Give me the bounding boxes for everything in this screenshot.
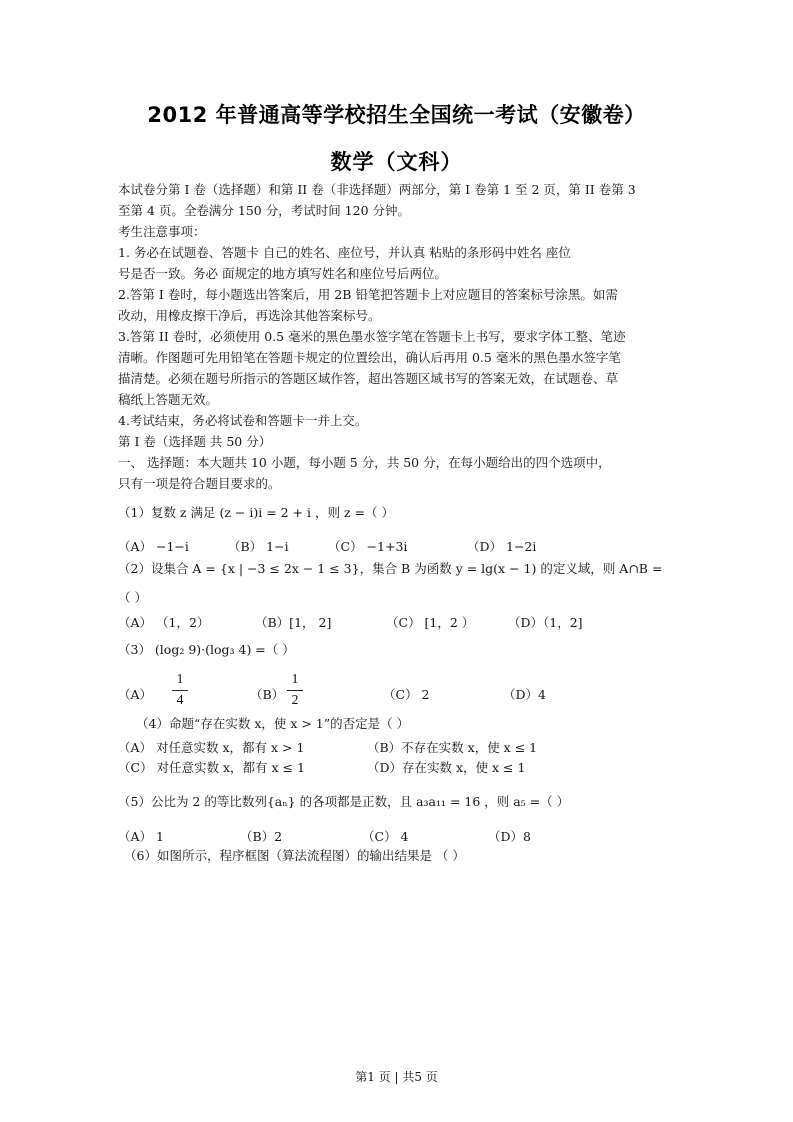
exam-title: 2012 年普通高等学校招生全国统一考试（安徽卷） — [147, 103, 646, 127]
intro-line-1: 本试卷分第 I 卷（选择题）和第 II 卷（非选择题）两部分，第 I 卷第 1 至 2 页，第 II 卷第 3 — [118, 182, 636, 197]
q3-option-a-label: （A） — [118, 687, 153, 702]
q6-stem: （6）如图所示，程序框图（算法流程图）的输出结果是 （ ） — [124, 848, 465, 863]
q3-stem: （3） (log₂ 9)·(log₃ 4) =（ ） — [118, 642, 295, 657]
notice-2-line-2: 改动，用橡皮擦干净后，再选涂其他答案标号。 — [118, 308, 381, 323]
notice-3-line-3: 描清楚。必须在题号所指示的答题区域作答，超出答题区域书写的答案无效，在试题卷、草 — [118, 371, 619, 386]
section-title: 第 I 卷（选择题 共 50 分） — [118, 434, 272, 449]
intro-line-2: 至第 4 页。全卷满分 150 分，考试时间 120 分钟。 — [118, 203, 411, 218]
notice-3-line-4: 稿纸上答题无效。 — [118, 392, 219, 407]
q1-option-b: （B） 1−i — [228, 539, 289, 554]
q3-a-numerator: 1 — [176, 672, 184, 687]
q3-option-b-fraction — [287, 672, 303, 709]
q5-option-a: （A） 1 — [118, 829, 164, 844]
q3-option-b-label: （B） — [250, 687, 285, 702]
notice-2-line-1: 2.答第 I 卷时，每小题选出答案后，用 2B 铅笔把答题卡上对应题目的答案标号涂黑。如需 — [118, 287, 618, 302]
q4-option-b: （B）不存在实数 x，使 x ≤ 1 — [367, 740, 538, 755]
q1-option-a: （A） −1−i — [118, 539, 189, 554]
section-desc-1: 一、 选择题：本大题共 10 小题，每小题 5 分，共 50 分，在每小题给出的四个选项中， — [118, 455, 611, 470]
exam-subtitle: 数学（文科） — [330, 150, 463, 174]
q5-option-b: （B）2 — [240, 829, 283, 844]
q2-stem: （2）设集合 A = {x | −3 ≤ 2x − 1 ≤ 3}，集合 B 为函数 y = lg(x − 1) 的定义域，则 A∩B = — [118, 561, 663, 576]
notice-1-line-2: 号是否一致。务必 面规定的地方填写姓名和座位号后两位。 — [118, 266, 447, 281]
q5-option-c: （C） 4 — [362, 829, 409, 844]
q2-paren: （ ） — [118, 590, 147, 605]
q3-option-d: （D）4 — [503, 687, 546, 702]
q5-stem: （5）公比为 2 的等比数列{aₙ} 的各项都是正数，且 a₃a₁₁ = 16 ，则 a₅ =（ ） — [118, 794, 570, 809]
page-footer: 第1 页 | 共5 页 — [355, 1070, 438, 1084]
q3-b-denominator: 2 — [291, 693, 299, 708]
notice-title: 考生注意事项： — [118, 224, 206, 239]
q1-option-d: （D） 1−2i — [467, 539, 537, 554]
q2-option-a: （A） （1，2） — [118, 615, 210, 630]
notice-3-line-2: 清晰。作图题可先用铅笔在答题卡规定的位置绘出，确认后再用 0.5 毫米的黑色墨水签字笔 — [118, 350, 621, 365]
q2-option-c: （C） [1，2 ） — [386, 615, 475, 630]
q5-option-d: （D）8 — [488, 829, 531, 844]
notice-1-line-1: 1. 务必在试题卷、答题卡 自己的姓名、座位号，并认真 粘贴的条形码中姓名 座位 — [118, 245, 571, 260]
q3-option-a-fraction — [172, 672, 188, 709]
section-desc-2: 只有一项是符合题目要求的。 — [118, 476, 281, 491]
q2-option-d: （D）（1，2] — [508, 615, 583, 630]
q4-stem: （4）命题“存在实数 x，使 x > 1”的否定是（ ） — [136, 716, 410, 731]
q3-option-c: （C） 2 — [383, 687, 430, 702]
q1-stem: （1）复数 z 满足 (z − i)i = 2 + i ，则 z =（ ） — [118, 505, 394, 520]
q4-option-d: （D）存在实数 x，使 x ≤ 1 — [367, 760, 526, 775]
q4-option-a: （A） 对任意实数 x，都有 x > 1 — [118, 740, 305, 755]
q4-option-c: （C） 对任意实数 x，都有 x ≤ 1 — [118, 760, 305, 775]
notice-3-line-1: 3.答第 II 卷时，必须使用 0.5 毫米的黑色墨水签字笔在答题卡上书写，要求字体工整、笔迹 — [118, 329, 626, 344]
q3-b-numerator: 1 — [291, 672, 299, 687]
q2-option-b: （B）[1， 2] — [255, 615, 332, 630]
q3-a-denominator: 4 — [176, 693, 184, 708]
q1-option-c: （C） −1+3i — [328, 539, 408, 554]
notice-4: 4.考试结束，务必将试卷和答题卡一并上交。 — [118, 413, 368, 428]
